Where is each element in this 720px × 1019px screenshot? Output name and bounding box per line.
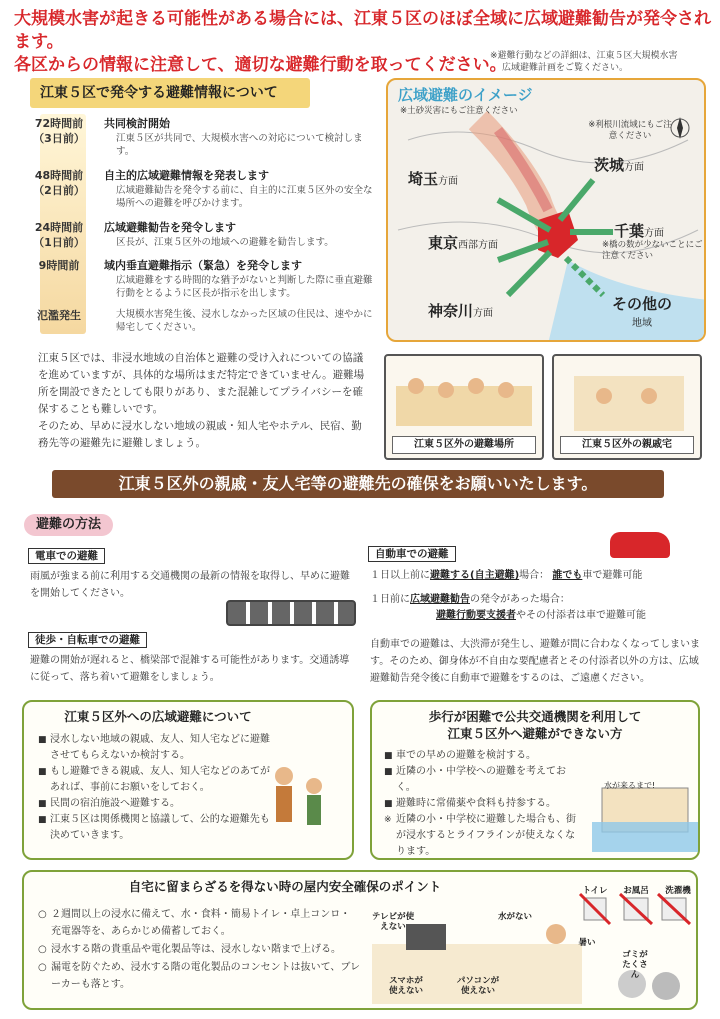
crowd-icon (386, 356, 542, 436)
list-item: ○ ２週間以上の浸水に備えて、水・食料・簡易トイレ・卓上コンロ・充電器等を、あらかじめ備蓄しておく。 (38, 906, 360, 940)
timeline-heading: 自主的広域避難情報を発表します (104, 169, 269, 182)
timeline-body: 大規模水害発生後、浸水しなかった区域の住民は、速やかに帰宅してください。 (116, 309, 373, 333)
relative-house-illustration (552, 354, 702, 460)
mobility-difficulty-box (370, 700, 700, 860)
car-line-1: １日以上前に避難する(自主避難)場合： 誰でも車で避難可能 (370, 570, 643, 581)
tag-laundry: 洗濯機 (665, 886, 691, 896)
timeline-time: 48時間前 （2日前） (33, 169, 85, 197)
timeline-body: 区長が、江東５区外の地域への避難を勧告します。 (116, 237, 334, 248)
header-note-line-2: 広域避難計画をご覧ください。 (502, 63, 629, 73)
map-note-landslide: ※土砂災害にもご注意ください (400, 106, 518, 116)
timeline-heading: 広域避難勧告を発令します (104, 221, 236, 234)
paragraph-text: そのため、早めに浸水しない地域の親戚・知人宅やホテル、民宿、勤務先等の避難先に避難しましょう。 (38, 420, 362, 449)
tag-hot: 暑い (578, 938, 596, 948)
outer-evacuation-box (22, 700, 354, 860)
car-line-3: 避難行動要支援者やその付添者は車で避難可能 (436, 610, 646, 621)
tag-water: 水がない (497, 912, 532, 922)
middle-paragraph (38, 350, 368, 452)
list-item: ■ もし避難できる親戚、友人、知人宅などのあてがあれば、事前にお願いをしておく。 (38, 764, 270, 796)
tag-pc: パソコンが使えない (456, 976, 500, 996)
box-left-title: 江東５区外への広域避難について (64, 709, 252, 724)
region-tokyo: 東京西部方面 (428, 234, 499, 252)
timeline-time: 72時間前 （3日前） (33, 117, 85, 145)
water-warning-text: 水が来るまで! (604, 781, 656, 790)
header-note (490, 50, 715, 74)
train-icon (226, 600, 356, 626)
list-item: ■ 近隣の小・中学校への避難を考えておく。 (384, 764, 584, 796)
walk-heading: 徒歩・自転車での避難 (28, 632, 147, 648)
caption-relative: 江東５区外の親戚宅 (560, 436, 694, 454)
list-item: ■ 江東５区は関係機関と協議して、公的な避難先も決めていきます。 (38, 812, 270, 844)
walk-text: 避難の開始が遅れると、橋梁部で混雑する可能性があります。交通誘導に従って、落ち着いて避難をしましょう。 (30, 655, 350, 683)
bottom-list (38, 906, 360, 994)
train-text: 雨風が強まる前に利用する交通機関の最新の情報を取得し、早めに避難を開始してください。 (30, 571, 350, 599)
caption-shelter: 江東５区外の避難場所 (392, 436, 536, 454)
timeline-time: 24時間前 （1日前） (33, 221, 85, 249)
tag-bath: お風呂 (623, 886, 649, 896)
list-item: ■ 浸水しない地域の親戚、友人、知人宅などに避難させてもらえないか検討する。 (38, 732, 270, 764)
box-right-list (384, 748, 584, 860)
tag-toilet: トイレ (582, 886, 608, 896)
toilet-icon (580, 894, 610, 924)
evacuation-map (386, 78, 706, 342)
car-heading: 自動車での避難 (368, 546, 456, 562)
tag-phone: スマホが使えない (388, 976, 423, 996)
region-ibaraki: 茨城方面 (594, 156, 645, 174)
family-walking-icon (264, 746, 344, 856)
header-note-line-1: ※避難行動などの詳細は、江東５区大規模水害 (490, 51, 678, 61)
region-saitama: 埼玉方面 (408, 170, 459, 188)
car-line-2: １日前に広域避難勧告の発令があった場合： (370, 594, 570, 605)
timeline-heading: 共同検討開始 (104, 117, 170, 130)
box-left-list (38, 732, 270, 844)
evacuation-info-section (20, 78, 376, 340)
map-title: 広域避難のイメージ (398, 86, 533, 104)
bath-icon (620, 894, 652, 924)
tag-tv: テレビが使えない (371, 912, 415, 932)
paragraph-text: 江東５区では、非浸水地域の自治体と避難の受け入れについての協議を進めていますが、具体的な場所はまだ特定できていません。避難場所を開設できたとしても限りがあり、また混雑してプライバシーを確保することも難しいです。 (38, 352, 365, 415)
list-item: ■ 避難時に常備薬や食料も持参する。 (384, 796, 584, 812)
car-icon (610, 532, 670, 558)
map-note-bridge: ※橋の数が少ないことにご注意ください (602, 240, 703, 261)
car-text: 自動車での避難は、大渋滞が発生し、避難が間に合わなくなってしまいます。そのため、御身体が不自由な要配慮者とその付添者以外の方は、広域避難勧告発令後に自動車で避難をするのは、ご遠慮ください。 (370, 639, 700, 684)
shelter-illustration (384, 354, 544, 460)
headline-line-2: 各区からの情報に注意して、適切な避難行動を取ってください。 (14, 55, 507, 75)
list-item: ○ 漏電を防ぐため、浸水する階の電化製品のコンセントは抜いて、ブレーカーも落とす。 (38, 959, 360, 993)
list-item: ○ 浸水する階の貴重品や電化製品等は、浸水しない階まで上げる。 (38, 941, 360, 958)
box-right-title: 歩行が困難で公共交通機関を利用して 江東５区外へ避難ができない方 (428, 709, 642, 741)
timeline-time: 9時間前 (38, 259, 80, 272)
indoor-safety-box (22, 870, 698, 1010)
train-heading: 電車での避難 (28, 548, 105, 564)
headline-line-1: 大規模水害が起きる可能性がある場合には、江東５区のほぼ全域に広域避難勧告が発令されます。 (14, 9, 711, 52)
map-note-tone: ※利根川流域にもご注意ください (588, 120, 672, 141)
list-item: ■ 民間の宿泊施設へ避難する。 (38, 796, 270, 812)
info-title: 江東５区で発令する避難情報について (30, 78, 310, 108)
washer-icon (658, 894, 690, 924)
region-chiba: 千葉方面 (614, 222, 665, 240)
region-kanagawa: 神奈川方面 (428, 302, 494, 320)
list-item: ■ 車での早めの避難を検討する。 (384, 748, 584, 764)
timeline-body: 江東５区が共同で、大規模水害への対応について検討します。 (116, 133, 363, 157)
timeline-heading: 域内垂直避難指示（緊急）を発令します (104, 259, 302, 272)
list-note: ※ 近隣の小・中学校に避難した場合も、街が浸水するとライフラインが使えなくなります。 (384, 812, 584, 860)
timeline-time: 氾濫発生 (37, 309, 81, 322)
tag-garbage: ゴミがたくさん (622, 950, 648, 980)
request-banner: 江東５区外の親戚・友人宅等の避難先の確保をお願いいたします。 (52, 470, 664, 498)
methods-title: 避難の方法 (24, 514, 113, 536)
timeline-body: 広域避難勧告を発令する前に、自主的に江東５区外の安全な場所への避難を呼びかけます。 (116, 185, 373, 209)
bottom-title: 自宅に留まらざるを得ない時の屋内安全確保のポイント (128, 879, 442, 894)
house-icon (554, 356, 700, 436)
region-other: その他の 地域 (612, 295, 673, 329)
timeline-body: 広域避難をする時間的な猶予がないと判断した際に垂直避難行動をとるように区長が指示を出します。 (116, 275, 373, 299)
